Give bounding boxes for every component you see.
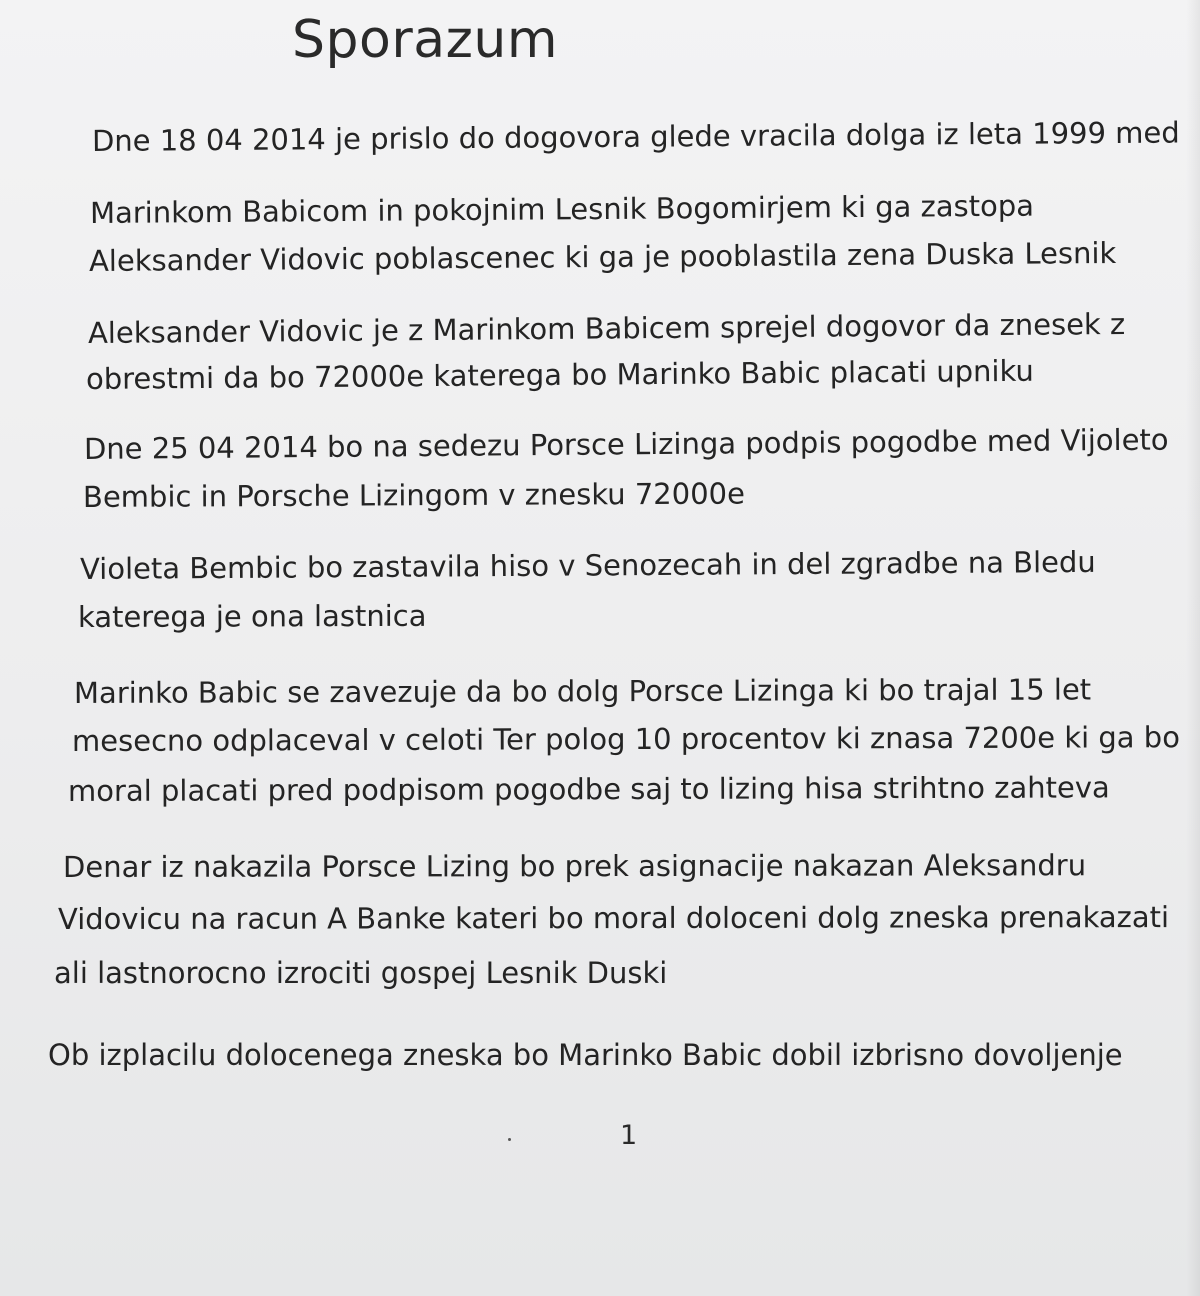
text-line: ali lastnorocno izrociti gospej Lesnik Duski	[54, 956, 668, 990]
page-number: 1	[620, 1120, 638, 1151]
text-line: Dne 18 04 2014 je prislo do dogovora glede vracila dolga iz leta 1999 med	[91, 115, 1180, 158]
text-line: mesecno odplaceval v celoti Ter polog 10 procentov ki znasa 7200e ki ga bo	[71, 720, 1180, 758]
text-line: Dne 25 04 2014 bo na sedezu Porsce Lizinga podpis pogodbe med Vijoleto	[83, 422, 1169, 466]
text-line: katerega je ona lastnica	[77, 598, 427, 634]
text-line: Denar iz nakazila Porsce Lizing bo prek asignacije nakazan Aleksandru	[62, 848, 1087, 884]
text-line: Ob izplacilu dolocenega zneska bo Marinko Babic dobil izbrisno dovoljenje	[48, 1038, 1123, 1072]
text-line: Bembic in Porsche Lizingom v znesku 72000e	[82, 476, 745, 514]
text-line: Violeta Bembic bo zastavila hiso v Senozecah in del zgradbe na Bledu	[79, 544, 1096, 586]
document-title: Sporazum	[292, 10, 558, 70]
text-line: Aleksander Vidovic poblascenec ki ga je pooblastila zena Duska Lesnik	[88, 235, 1117, 278]
text-line: Aleksander Vidovic je z Marinkom Babicem sprejel dogovor da znesek z	[87, 306, 1126, 350]
text-line: moral placati pred podpisom pogodbe saj to lizing hisa strihtno zahteva	[67, 770, 1110, 808]
text-line: Marinko Babic se zavezuje da bo dolg Porsce Lizinga ki bo trajal 15 let	[73, 672, 1092, 710]
text-line: Marinkom Babicom in pokojnim Lesnik Bogomirjem ki ga zastopa	[89, 188, 1035, 230]
text-line: obrestmi da bo 72000e katerega bo Marinko Babic placati upniku	[85, 353, 1034, 396]
text-line: Vidovicu na racun A Banke kateri bo moral doloceni dolg zneska prenakazati	[57, 900, 1170, 936]
paper-speck	[508, 1138, 511, 1141]
